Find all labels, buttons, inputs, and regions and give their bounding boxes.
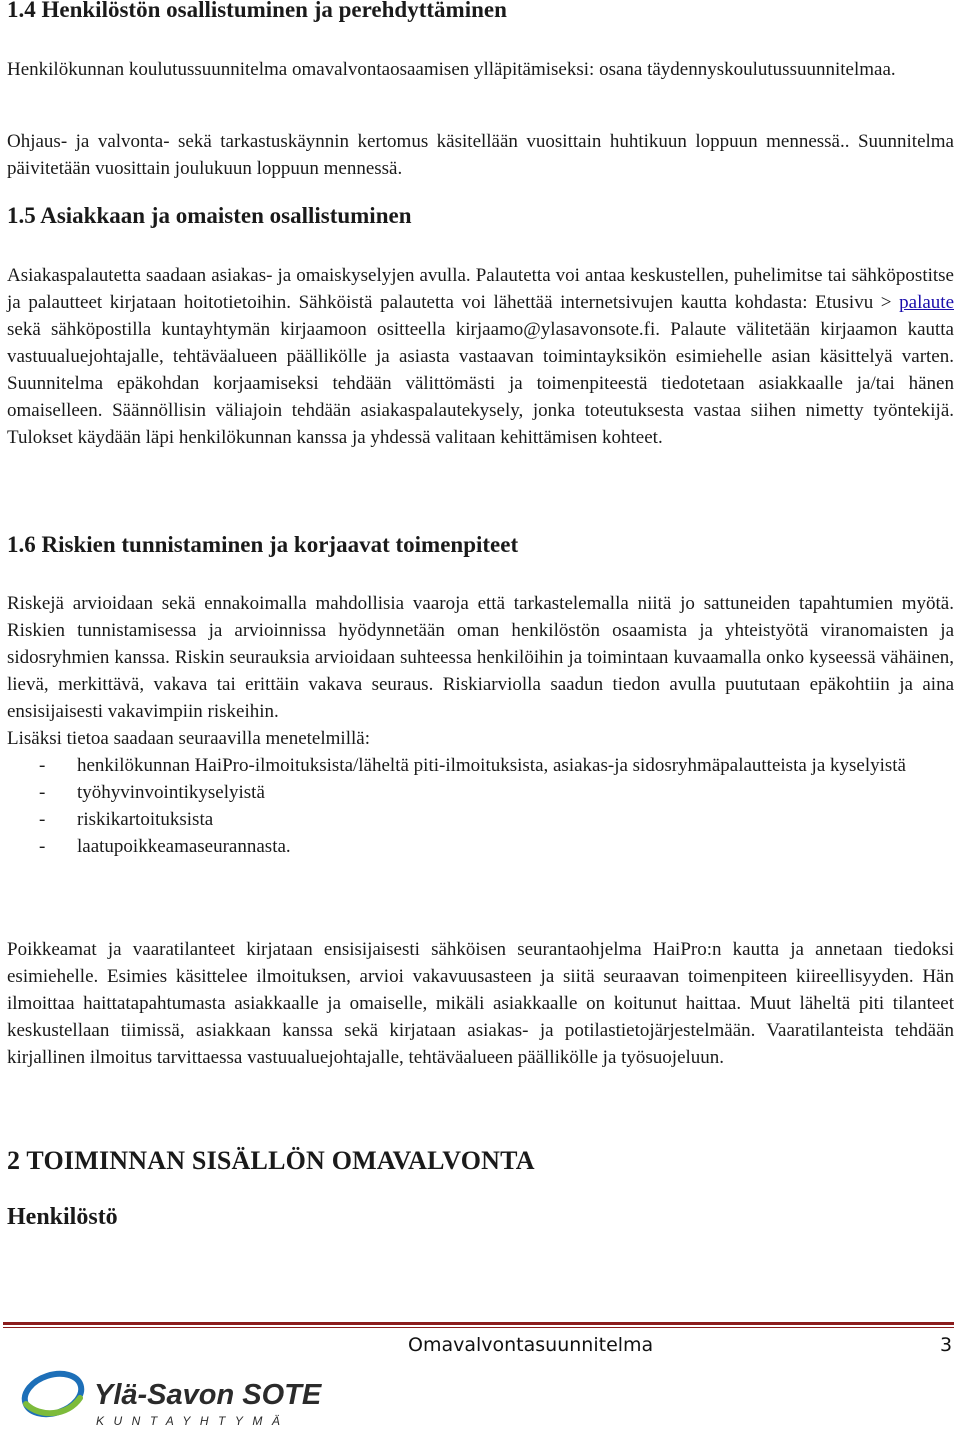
list-item bbox=[7, 752, 954, 779]
dash-marker: - bbox=[39, 836, 46, 857]
list-item-text: työhyvinvointikyselyistä bbox=[77, 782, 265, 803]
footer-rule bbox=[3, 1322, 954, 1325]
paragraph: Ohjaus- ja valvonta- sekä tarkastuskäynnin kertomus käsitellään vuosittain huhtikuun loppuun mennessä.. Suunnitelma päivitetään vuosittain joulukuun loppuun mennessä. bbox=[7, 131, 954, 179]
section-1-4-paragraph-1 bbox=[7, 56, 954, 83]
section-1-6 bbox=[7, 532, 954, 558]
chapter-2-sub bbox=[7, 1203, 954, 1231]
list-intro: Lisäksi tietoa saadaan seuraavilla menetelmillä: bbox=[7, 728, 370, 749]
section-1-6-paragraph-2 bbox=[7, 936, 954, 1071]
list-item-text: riskikartoituksista bbox=[77, 809, 214, 830]
list-item-text: henkilökunnan HaiPro-ilmoituksista/läheltä piti-ilmoituksista, asiakas-ja sidosryhmäpalautteista ja kyselyistä bbox=[77, 755, 906, 776]
dash-marker: - bbox=[39, 809, 46, 830]
page-number: 3 bbox=[940, 1334, 953, 1356]
section-1-4 bbox=[7, 0, 954, 23]
dash-marker: - bbox=[39, 755, 46, 776]
list-item bbox=[7, 779, 954, 806]
section-1-6-heading: 1.6 Riskien tunnistaminen ja korjaavat toimenpiteet bbox=[7, 532, 519, 557]
logo-name: Ylä-Savon SOTE bbox=[94, 1379, 322, 1411]
paragraph: Riskejä arvioidaan sekä ennakoimalla mahdollisia vaaroja että tarkastelemalla niitä jo sattuneiden tapahtumien myötä. Riskien tunnistamisessa ja arvioinnissa hyödynnetään oman henkilöstön osaamista ja yhteistyötä viranomaisten ja sidosryhmien kanssa. Riskin seurauksia arvioidaan suhteessa henkilöihin ja toimintaan kuvaamalla onko kyseessä vähäinen, lievä, merkittävä, vakava tai erittäin vakava seuraus. Riskiarviolla saadun tiedon avulla puututaan epäkohtiin ja aina ensisijaisesti vakavimpiin riskeihin. bbox=[7, 593, 954, 722]
footer-title: Omavalvontasuunnitelma bbox=[408, 1334, 654, 1356]
section-1-5 bbox=[7, 203, 954, 229]
palaute-link[interactable]: palaute bbox=[899, 292, 954, 313]
logo-tagline: KUNTAYHTYMÄ bbox=[96, 1414, 290, 1428]
footer-rule-thin bbox=[3, 1327, 954, 1328]
yla-savon-sote-logo bbox=[20, 1364, 340, 1428]
list-item bbox=[7, 833, 954, 860]
list-item bbox=[7, 806, 954, 833]
section-1-5-heading: 1.5 Asiakkaan ja omaisten osallistuminen bbox=[7, 203, 412, 228]
paragraph bbox=[7, 262, 954, 451]
methods-list bbox=[7, 752, 954, 860]
logo-swoosh-icon bbox=[20, 1367, 86, 1421]
section-1-4-heading: 1.4 Henkilöstön osallistuminen ja perehdyttäminen bbox=[7, 0, 507, 22]
section-1-6-paragraph-1 bbox=[7, 590, 954, 860]
section-1-4-paragraph-2 bbox=[7, 128, 954, 182]
text-run: Asiakaspalautetta saadaan asiakas- ja omaiskyselyjen avulla. Palautetta voi antaa keskustellen, puhelimitse tai sähköpostitse ja palautteet kirjataan hoitotietoihin. Sähköistä palautetta voi lähettää internetsivujen kautta kohdasta: Etusivu > bbox=[7, 265, 954, 313]
section-1-5-paragraph bbox=[7, 262, 954, 451]
paragraph: Henkilökunnan koulutussuunnitelma omavalvontaosaamisen ylläpitämiseksi: osana täydennyskoulutussuunnitelmaa. bbox=[7, 59, 896, 80]
paragraph: Poikkeamat ja vaaratilanteet kirjataan ensisijaisesti sähköisen seurantaohjelma HaiPro:n kautta ja annetaan tiedoksi esimiehelle. Esimies käsittelee ilmoituksen, arvioi vakavuusasteen ja siitä seuraavan toimenpiteen kiireellisyyden. Hän ilmoittaa haittatapahtumasta asiakkaalle ja omaiselle, mikäli asiakkaalle on koitunut haittaa. Muut läheltä piti tilanteet keskustellaan tiimissä, asiakkaan kanssa sekä kirjataan asiakas- ja potilastietojärjestelmään. Vaaratilanteista tehdään kirjallinen ilmoitus tarvittaessa vastuualuejohtajalle, tehtäväalueen päällikölle ja työsuojeluun. bbox=[7, 939, 954, 1068]
text-run: sekä sähköpostilla kuntayhtymän kirjaamoon ositteella kirjaamo@ylasavonsote.fi. Palaute välitetään kirjaamon kautta vastuualuejohtajalle, tehtäväalueen päällikölle ja asiasta vastaavan toimintayksikön esimiehelle asian käsittelyä varten. Suunnitelma epäkohdan korjaamiseksi tehdään välittömästi ja toimenpiteestä tiedotetaan asiakkaalle ja/tai hänen omaiselleen. Säännöllisin väliajoin tehdään asiakaspalautekysely, jonka toteutuksesta vastaa siihen nimetty työntekijä. Tulokset käydään läpi henkilökunnan kanssa ja yhdessä valitaan kehittämisen kohteet. bbox=[7, 319, 954, 448]
dash-marker: - bbox=[39, 782, 46, 803]
list-item-text: laatupoikkeamaseurannasta. bbox=[77, 836, 291, 857]
chapter-2 bbox=[7, 1146, 954, 1176]
henkilosto-subheading: Henkilöstö bbox=[7, 1204, 118, 1230]
chapter-2-heading: 2 TOIMINNAN SISÄLLÖN OMAVALVONTA bbox=[7, 1146, 535, 1175]
